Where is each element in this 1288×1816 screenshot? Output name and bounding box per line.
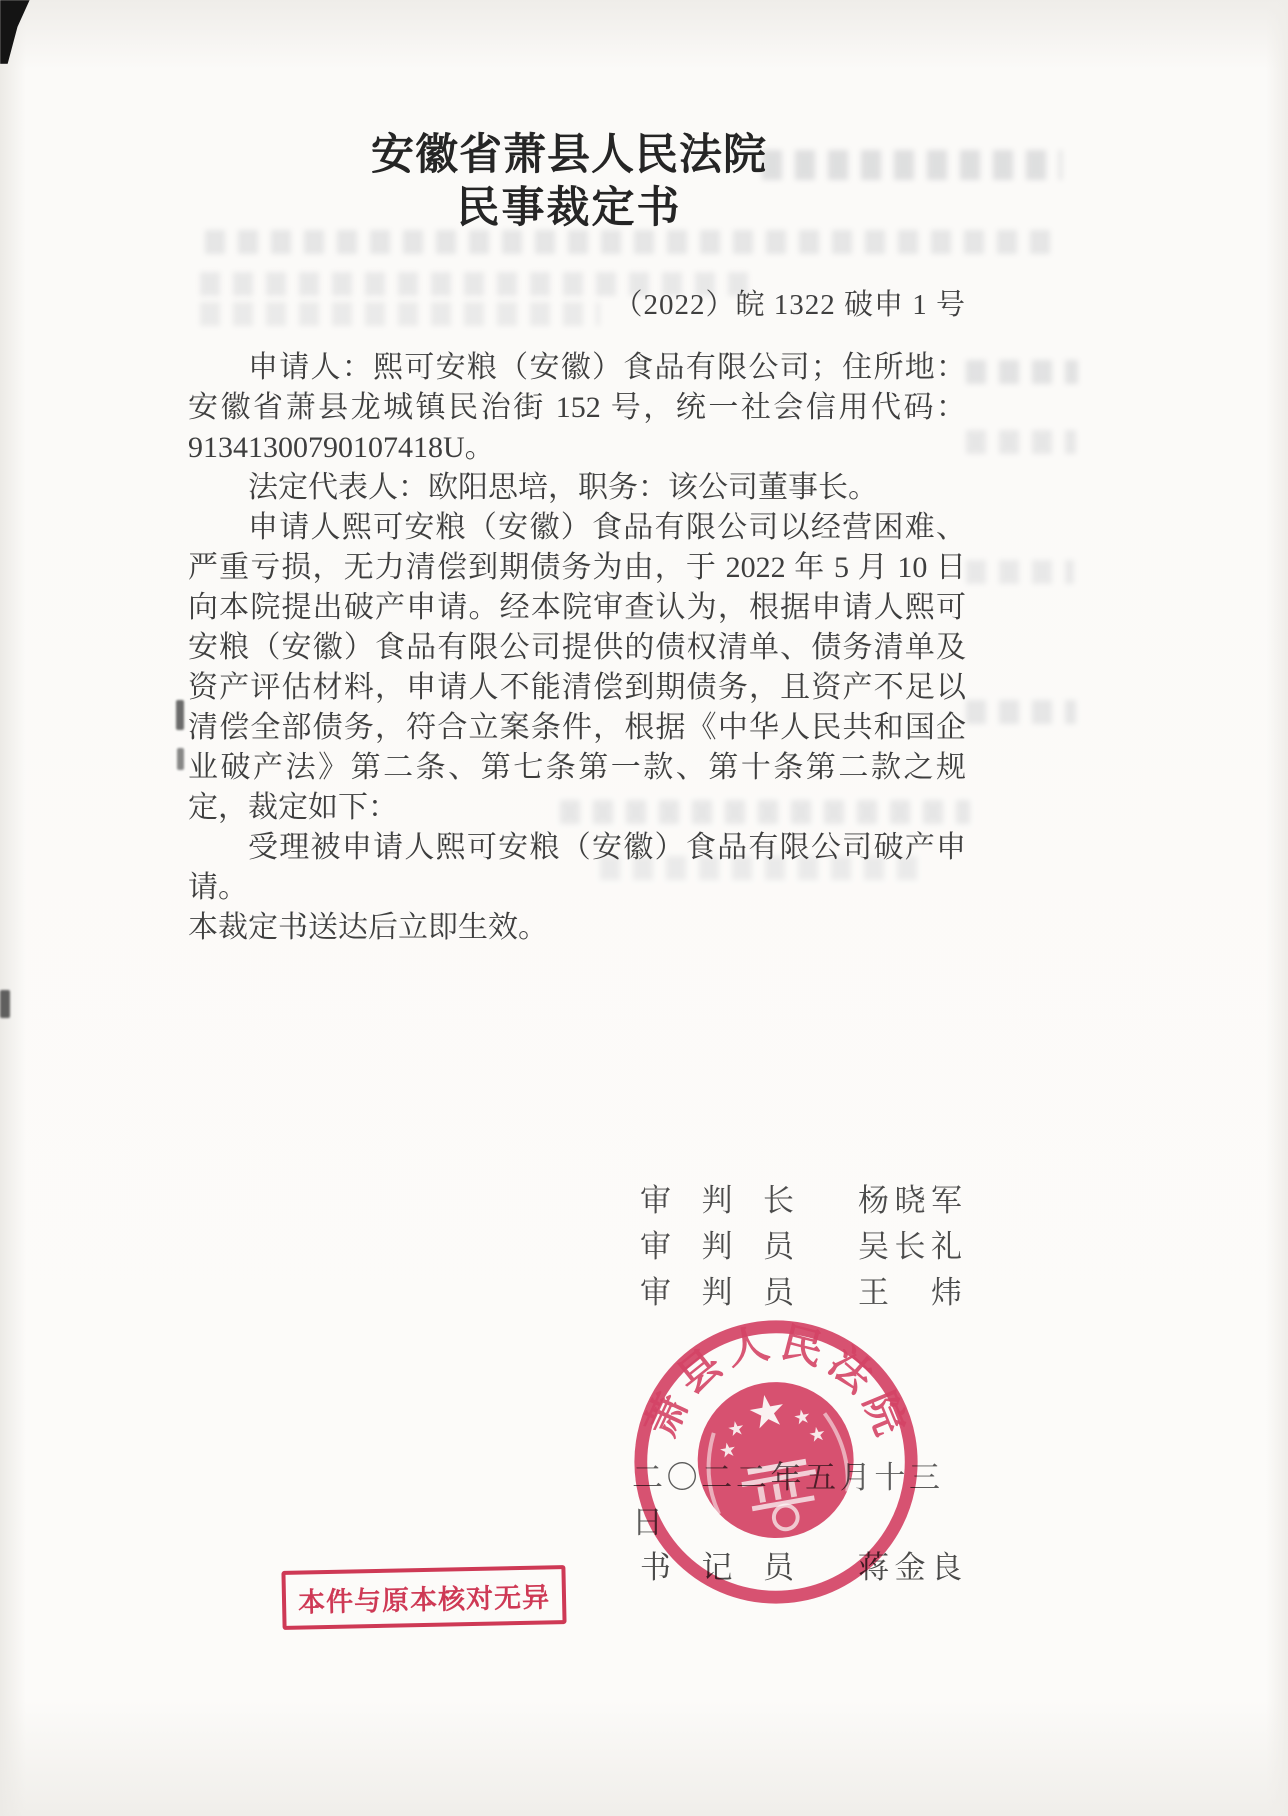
bleed-through-artifact [966, 700, 1076, 724]
verification-stamp: 本件与原本核对无异 [281, 1565, 566, 1630]
ruling-body [188, 348, 966, 948]
scan-edge-mark [177, 748, 184, 770]
findings-paragraph: 申请人熙可安粮（安徽）食品有限公司以经营困难、严重亏损，无力清偿到期债务为由，于 2022 年 5 月 10 日向本院提出破产申请。经本院审查认为，根据申请人熙可安粮（安徽）食品有限公司提供的债权清单、债务清单及资产评估材料，申请人不能清偿到期债务，且资产不足以清偿全部债务，符合立案条件，根据《中华人民共和国企业破产法》第二条、第七条第一款、第十条第二款之规定，裁定如下： [188, 511, 966, 824]
applicant-paragraph: 申请人：熙可安粮（安徽）食品有限公司；住所地：安徽省萧县龙城镇民治街 152 号，统一社会信用代码：91341300790107418U。 [188, 351, 966, 464]
case-number: （2022）皖 1322 破申 1 号 [613, 289, 966, 321]
judge-name: 吴长礼 [858, 1229, 962, 1264]
court-name: 安徽省萧县人民法院 [371, 131, 767, 179]
legal-representative-paragraph: 法定代表人：欧阳思培，职务：该公司董事长。 [248, 471, 878, 504]
document-type-title: 民事裁定书 [456, 184, 682, 232]
document-header [0, 128, 1288, 234]
scan-edge-mark [176, 700, 184, 730]
scan-edge-mark [0, 990, 10, 1018]
ruling-date: 二〇二二年五月十三日 [632, 1460, 940, 1540]
judge-role: 审判长 [640, 1183, 794, 1218]
ruling-paragraph: 受理被申请人熙可安粮（安徽）食品有限公司破产申请。 [188, 831, 966, 904]
clerk-role: 书记员 [640, 1550, 794, 1585]
judge-role: 审判员 [640, 1275, 794, 1310]
bleed-through-artifact [966, 560, 1074, 584]
signature-row [640, 1224, 962, 1270]
clerk-row [640, 1545, 962, 1591]
bleed-through-artifact [966, 360, 1078, 384]
judge-name: 杨晓军 [858, 1183, 962, 1218]
effectiveness-paragraph: 本裁定书送达后立即生效。 [188, 911, 548, 944]
judge-role: 审判员 [640, 1229, 794, 1264]
signature-row [640, 1178, 962, 1224]
judge-name: 王炜 [858, 1275, 962, 1310]
seal-rim-text: 萧县人民法院 [636, 1317, 917, 1448]
bleed-through-artifact [966, 430, 1076, 454]
scan-corner-artifact [0, 0, 38, 64]
clerk-name: 蒋金良 [858, 1550, 962, 1585]
signature-block [640, 1178, 962, 1316]
